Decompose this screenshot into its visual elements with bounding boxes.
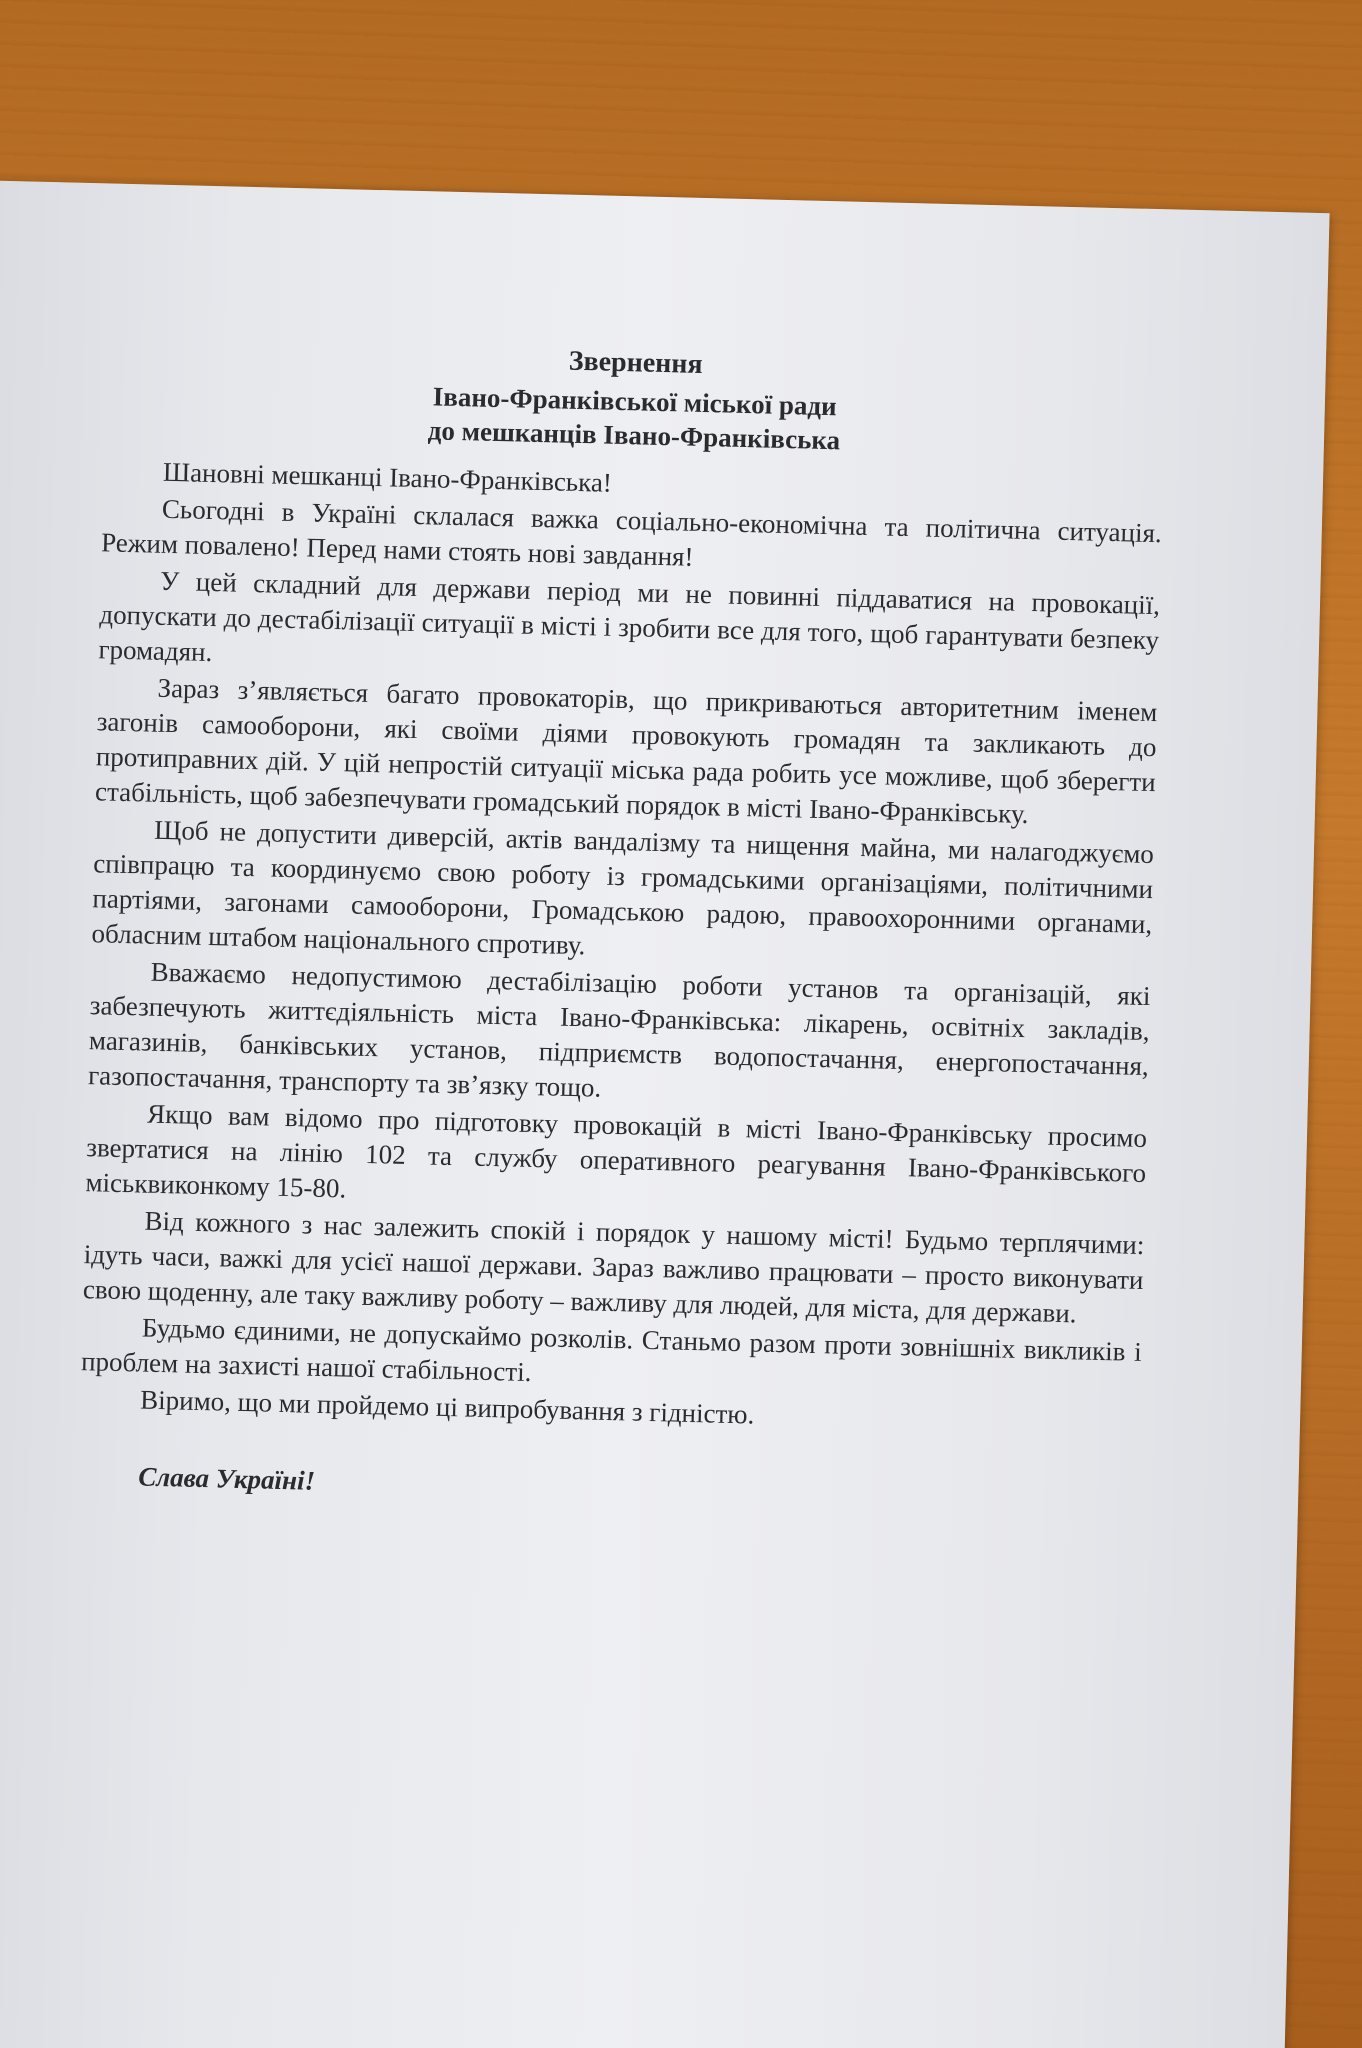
paragraph-3: Зараз з’являється багато провокаторів, що прикриваються авторитетним іменем загонів самооборони, які своїми діями провокують громадян та закликають до протиправних дій. У цій непростій ситуації міська рада робить усе можливе, щоб зберегти стабільність, щоб забезпечувати громадський порядок в місті Івано-Франківську. <box>94 672 1158 830</box>
paragraph-1: Сьогодні в Україні склалася важка соціально-економічна та політична ситуація. Режим повалено! Перед нами стоять нові завдання! <box>100 493 1163 572</box>
document-subtitle-line-2: до мешканців Івано-Франківська <box>427 415 841 456</box>
document-body <box>77 333 1166 1546</box>
paragraph-5: Вважаємо недопустимою дестабілізацію роботи установ та організацій, які забезпечують життєдіяльність міста Івано-Франківська: лікарень, освітніх закладів, магазинів, банківських установ, підприємств водопостачання, енергопостачання, газопостачання, транспорту та зв’язку тощо. <box>87 956 1151 1103</box>
paragraph-8: Будьмо єдиними, не допускаймо розколів. Станьмо разом проти зовнішніх викликів і проблем на захисті нашої стабільності. <box>80 1312 1143 1388</box>
document-title: Звернення <box>568 345 704 380</box>
paragraph-6: Якщо вам відомо про підготовку провокацій в місті Івано-Франківську просимо звертатися на лінію 102 та службу оперативного реагування Івано-Франківського міськвиконкому 15-80. <box>85 1098 1148 1204</box>
paragraph-9: Віримо, що ми пройдемо ці випробування з гідністю. <box>139 1384 755 1430</box>
paragraph-7: Від кожного з нас залежить спокій і порядок у нашому місті! Будьмо терплячими: ідуть часи, важкі для усієї нашої держави. Зараз важливо працювати – просто виконувати свою щоденну, але таку важливу роботу – важливу для людей, для міста, для держави. <box>82 1205 1145 1329</box>
closing-salute: Слава Україні! <box>138 1461 316 1496</box>
document-subtitle-line-1: Івано-Франківської міської ради <box>432 381 838 422</box>
paragraph-2: У цей складний для держави період ми не повинні піддаватися на провокації, допускати до дестабілізації ситуації в місті і зробити все для того, щоб гарантувати безпеку громадян. <box>98 565 1161 668</box>
paragraph-4: Щоб не допустити диверсій, актів вандалізму та нищення майна, ми налагоджуємо співпрацю та координуємо свою роботу із громадськими організаціями, політичними партіями, загонами самооборони, Громадською радою, правоохоронними органами, обласним штабом національного спротиву. <box>91 814 1155 961</box>
salutation: Шановні мешканці Івано-Франківська! <box>162 456 613 498</box>
document-heading <box>104 333 1166 465</box>
paper-sheet <box>0 180 1330 2048</box>
